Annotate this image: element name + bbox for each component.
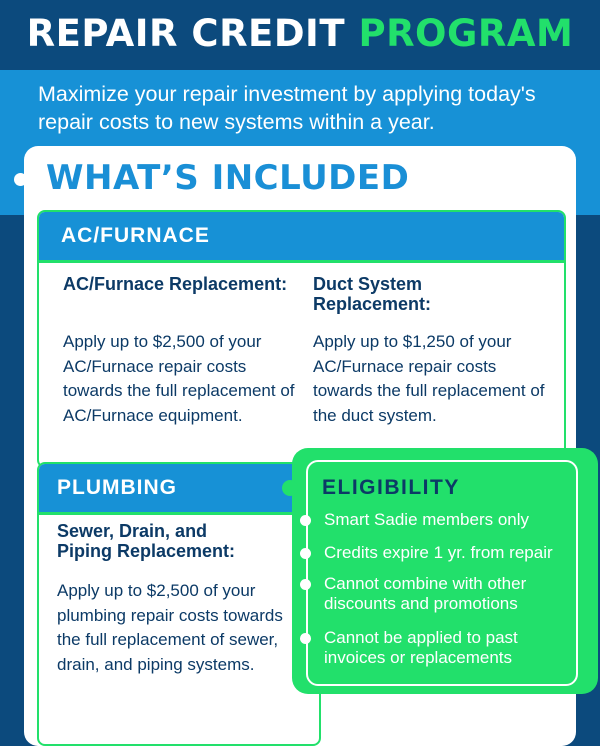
tagline: Maximize your repair investment by applying today's repair costs to new systems within a year. bbox=[38, 82, 536, 134]
item-body: Apply up to $1,250 of your AC/Furnace repair costs towards the full replacement of the duct system. bbox=[313, 332, 545, 425]
header-banner bbox=[0, 0, 600, 70]
item-title: AC/Furnace Replacement: bbox=[63, 274, 288, 294]
plumbing-heading: PLUMBING bbox=[39, 464, 319, 515]
eligibility-item: Cannot combine with other discounts and promotions bbox=[306, 574, 574, 614]
item-title: Sewer, Drain, and Piping Replacement: bbox=[57, 521, 236, 561]
bullet-icon bbox=[300, 579, 311, 590]
included-title: WHAT’S INCLUDED bbox=[46, 158, 410, 198]
ac-furnace-heading: AC/FURNACE bbox=[39, 212, 564, 263]
item-title: Duct System Replacement: bbox=[313, 274, 432, 314]
ac-replacement-item bbox=[63, 274, 288, 294]
title-main: REPAIR CREDIT bbox=[26, 12, 346, 55]
duct-replacement-body bbox=[313, 330, 548, 428]
duct-replacement-item bbox=[313, 274, 513, 314]
eligibility-item: Cannot be applied to past invoices or replacements bbox=[306, 628, 574, 668]
card-decor-dot bbox=[14, 173, 27, 186]
eligibility-item: Smart Sadie members only bbox=[306, 510, 574, 530]
sewer-replacement-body bbox=[57, 579, 287, 677]
item-body: Apply up to $2,500 of your AC/Furnace repair costs towards the full replacement of AC/Furnace equipment. bbox=[63, 332, 295, 425]
eligibility-decor-dot bbox=[282, 480, 298, 496]
bullet-icon bbox=[300, 633, 311, 644]
item-body: Apply up to $2,500 of your plumbing repair costs towards the full replacement of sewer, drain, and piping systems. bbox=[57, 581, 283, 674]
bullet-icon bbox=[300, 515, 311, 526]
ac-replacement-body bbox=[63, 330, 298, 428]
page-title bbox=[0, 0, 600, 55]
bullet-icon bbox=[300, 548, 311, 559]
title-accent: PROGRAM bbox=[358, 12, 574, 55]
eligibility-item: Credits expire 1 yr. from repair bbox=[306, 543, 574, 563]
eligibility-title: ELIGIBILITY bbox=[322, 476, 460, 499]
sewer-replacement-item bbox=[57, 521, 267, 561]
